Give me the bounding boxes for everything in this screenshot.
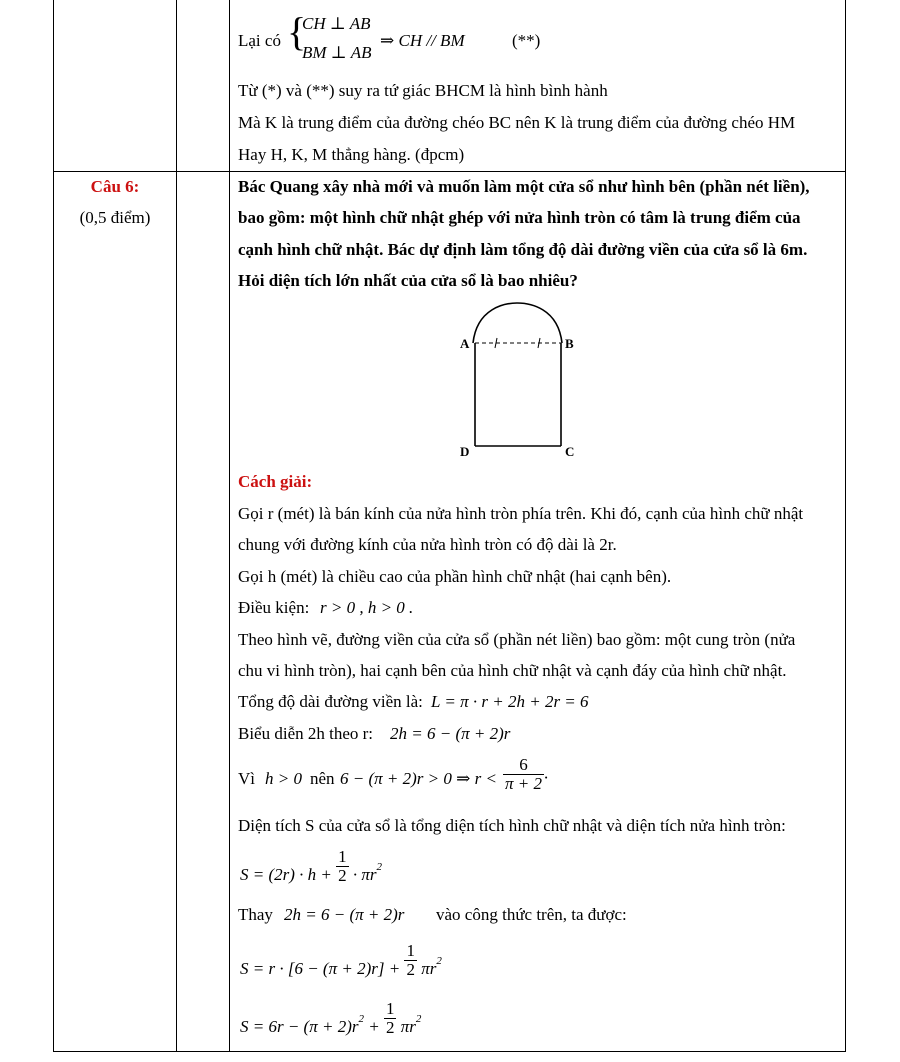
express-2h-label: Biểu diễn 2h theo r: [238, 724, 374, 743]
substitute-rest: vào công thức trên, ta được: [436, 905, 627, 924]
area-equation-1 [240, 848, 382, 885]
area-eq1-right: · πr [352, 865, 377, 885]
table-column-divider-1 [176, 0, 177, 1052]
perimeter-equation: L = π · r + 2h + 2r = 6 [431, 692, 589, 711]
eq3-square-1: 2 [358, 1012, 364, 1025]
solution-p4b: chu vi hình tròn), hai cạnh bên của hình chữ nhật và cạnh đáy của hình chữ nhật. [238, 661, 787, 680]
area-eq2-left: S = r · [6 − (π + 2)r] + [240, 959, 401, 979]
inequality: 6 − (π + 2)r > 0 ⇒ r < [340, 769, 497, 788]
eq2-square: 2 [436, 954, 442, 967]
bound-fraction: $\frac{6}{\pi + 2}$ . [505, 755, 549, 793]
question-text-line-4: Hỏi diện tích lớn nhất của cửa sổ là bao nhiêu? [238, 271, 578, 290]
paragraph-parallelogram: Từ (*) và (**) suy ra tứ giác BHCM là hình bình hành [238, 81, 608, 100]
system-brace: { [287, 9, 307, 54]
area-eq3-right: πr [400, 1017, 416, 1037]
question-text-line-2: bao gồm: một hình chữ nhật ghép với nửa hình tròn có tâm là trung điểm của [238, 208, 801, 227]
area-equation-3 [240, 1000, 421, 1037]
solution-p1: Gọi r (mét) là bán kính của nửa hình tròn phía trên. Khi đó, cạnh của hình chữ nhật [238, 504, 804, 523]
area-eq3-mid: + [368, 1017, 380, 1037]
question-text-line-3: cạnh hình chữ nhật. Bác dự định làm tổng độ dài đường viền của cửa sổ là 6m. [238, 240, 808, 259]
question-text-line-1: Bác Quang xây nhà mới và muốn làm một cửa sổ như hình bên (phần nét liền), [238, 177, 810, 196]
solution-p4: Theo hình vẽ, đường viền của cửa sổ (phần nét liền) bao gồm: một cung tròn (nửa [238, 630, 796, 649]
eq1-half-den: 2 [338, 866, 347, 885]
question-points: (0,5 điểm) [79, 208, 151, 227]
paragraph-collinear: Hay H, K, M thẳng hàng. (đpcm) [238, 145, 465, 164]
eq2-half-num: 1 [406, 941, 415, 960]
window-arc [473, 303, 562, 343]
solution-p2: Gọi h (mét) là chiều cao của phần hình chữ nhật (hai cạnh bên). [238, 567, 672, 586]
table-border-bottom [53, 1051, 846, 1052]
eq3-half-den: 2 [385, 1018, 395, 1037]
solution-heading: Cách giải: [238, 472, 313, 491]
area-eq3-left: S = 6r − (π + 2)r [240, 1017, 359, 1037]
area-eq2-right: πr [421, 959, 437, 979]
condition-label: Điều kiện: [238, 598, 310, 617]
question-label: Câu 6: [90, 177, 140, 196]
row-divider [53, 171, 846, 172]
since-condition: h > 0 [265, 769, 302, 788]
express-2h-equation: 2h = 6 − (π + 2)r [390, 724, 511, 743]
area-equation-2 [240, 942, 442, 979]
bound-denominator: π + 2 [505, 774, 542, 793]
label-A: A [460, 336, 470, 351]
solution-p1b: chung với đường kính của nửa hình tròn có độ dài là 2r. [238, 535, 617, 554]
eq3-square-2: 2 [415, 1012, 422, 1025]
substitute-label: Thay [238, 905, 273, 924]
so-label: nên [310, 769, 335, 788]
since-label: Vì [238, 769, 255, 788]
lai-co-label: Lại có [238, 31, 281, 50]
label-B: B [565, 336, 574, 351]
eq3-half-num: 1 [385, 999, 395, 1018]
bound-numerator: 6 [503, 756, 544, 775]
system-line-1: CH ⊥ AB [302, 14, 371, 33]
label-D: D [460, 444, 470, 459]
system-line-2: BM ⊥ AB [302, 43, 372, 62]
condition-math: r > 0 , h > 0 . [320, 598, 414, 617]
system-implication: ⇒ CH // BM [380, 31, 465, 50]
eq1-half-num: 1 [338, 847, 347, 866]
area-description: Diện tích S của cửa sổ là tổng diện tích hình chữ nhật và diện tích nửa hình tròn: [238, 816, 786, 835]
perimeter-label: Tổng độ dài đường viền là: [238, 692, 423, 711]
equation-mark: (**) [512, 31, 541, 50]
table-border-left [53, 0, 54, 1052]
substitute-math: 2h = 6 − (π + 2)r [284, 905, 405, 924]
eq1-square: 2 [376, 860, 383, 873]
eq2-half-den: 2 [406, 960, 415, 979]
window-figure [455, 296, 595, 466]
table-column-divider-2 [229, 0, 230, 1052]
table-border-right [845, 0, 846, 1052]
paragraph-midpoint: Mà K là trung điểm của đường chéo BC nên K là trung điểm của đường chéo HM [238, 113, 796, 132]
area-eq1-left: S = (2r) · h + [240, 865, 332, 885]
label-C: C [565, 444, 575, 459]
